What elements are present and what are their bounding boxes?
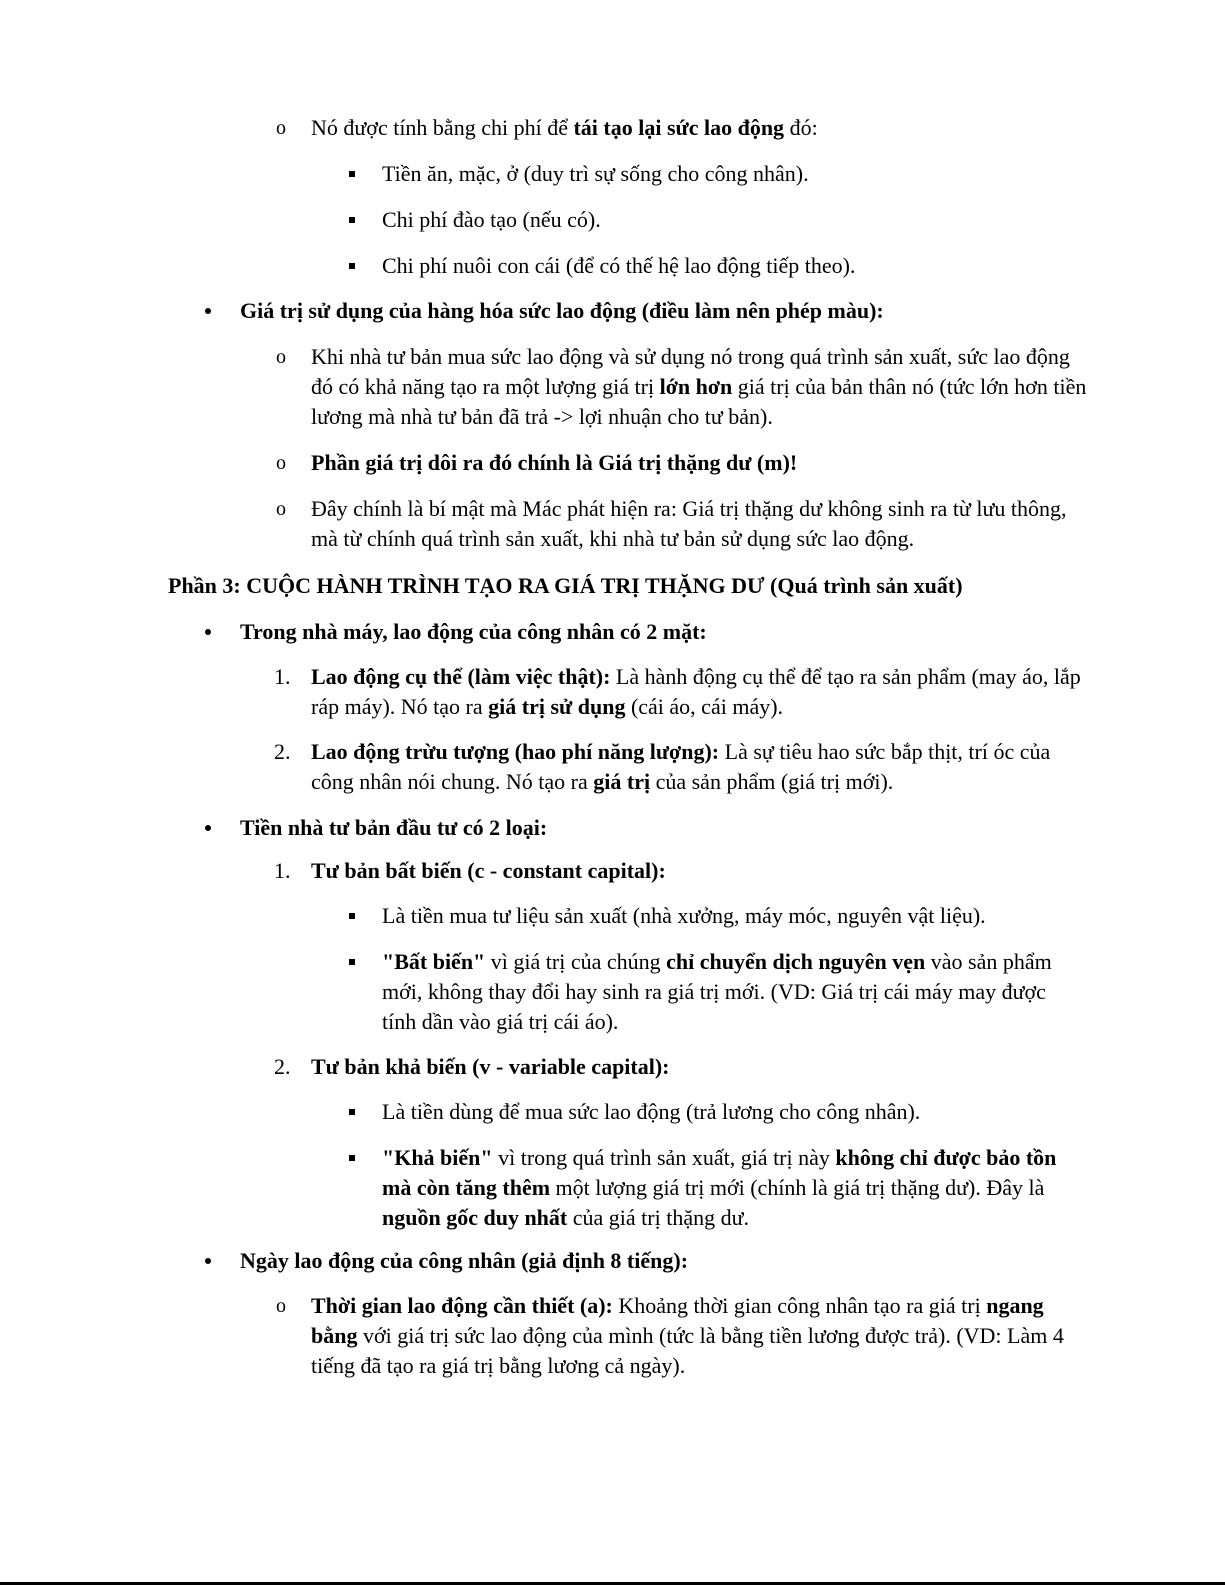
- bold-text: Phần 3: CUỘC HÀNH TRÌNH TẠO RA GIÁ TRỊ THẶNG DƯ (Quá trình sản xuất): [168, 573, 963, 598]
- text-run: Là tiền mua tư liệu sản xuất (nhà xưởng, máy móc, nguyên vật liệu).: [382, 903, 986, 928]
- item-text: [168, 571, 1068, 601]
- square-bullet-marker: [347, 251, 357, 281]
- text-run: Chi phí nuôi con cái (để có thế hệ lao động tiếp theo).: [382, 253, 856, 278]
- bold-text: chỉ chuyển dịch nguyên vẹn: [666, 949, 926, 974]
- bold-text: Thời gian lao động cần thiết (a):: [311, 1293, 613, 1318]
- square-bullet-marker: [347, 947, 357, 977]
- item-text: [240, 813, 1090, 843]
- bold-text: Tiền nhà tư bản đầu tư có 2 loại:: [240, 815, 548, 840]
- circle-bullet-marker: o: [276, 346, 286, 368]
- text-run: Là hành động cụ thể để tạo ra sản phẩm (may áo, lắp ráp máy). Nó tạo ra: [311, 664, 1081, 719]
- text-run: Là tiền dùng để mua sức lao động (trả lương cho công nhân).: [382, 1099, 921, 1124]
- item-text: [382, 901, 1082, 931]
- item-text: [240, 1246, 1090, 1276]
- bold-text: Lao động cụ thể (làm việc thật):: [311, 664, 611, 689]
- circle-bullet-marker: o: [276, 452, 286, 474]
- circle-bullet-marker: o: [276, 498, 286, 520]
- text-run: vì giá trị của chúng: [485, 949, 667, 974]
- text-run: Tiền ăn, mặc, ở (duy trì sự sống cho công nhân).: [382, 161, 809, 186]
- bullet-marker: [203, 813, 213, 843]
- bold-text: nguồn gốc duy nhất: [382, 1205, 568, 1230]
- text-run: Khi nhà tư bản mua sức lao động và sử dụng nó trong quá trình sản xuất, sức lao động đó có khả năng tạo ra một lượng giá trị: [311, 344, 1070, 399]
- list-number: 2.: [274, 739, 291, 764]
- text-run: Đây chính là bí mật mà Mác phát hiện ra: Giá trị thặng dư không sinh ra từ lưu thông, mà từ chính quá trình sản xuất, khi nhà tư bản sử dụng sức lao động.: [311, 496, 1067, 551]
- text-run: với giá trị sức lao động của mình (tức là bằng tiền lương được trả). (VD: Làm 4 tiếng đã tạo ra giá trị bằng lương cả ngày).: [311, 1323, 1064, 1378]
- item-text: [382, 159, 1092, 189]
- item-text: [382, 947, 1082, 1037]
- square-bullet-marker: [347, 1143, 357, 1173]
- item-text: [382, 1097, 1082, 1127]
- list-number: 2.: [274, 1054, 291, 1079]
- text-run: Nó được tính bằng chi phí để: [311, 115, 574, 140]
- text-run: một lượng giá trị mới (chính là giá trị thặng dư). Đây là: [550, 1175, 1045, 1200]
- circle-bullet-marker: o: [276, 117, 286, 139]
- text-run: Chi phí đào tạo (nếu có).: [382, 207, 601, 232]
- item-text: [311, 1291, 1091, 1381]
- bold-text: giá trị: [593, 769, 651, 794]
- bold-text: Giá trị sử dụng của hàng hóa sức lao động (điều làm nên phép màu):: [240, 298, 884, 323]
- bold-text: Tư bản khả biến (v - variable capital):: [311, 1054, 670, 1079]
- bold-text: "Khả biến": [382, 1145, 493, 1170]
- item-text: [311, 342, 1091, 432]
- square-bullet-marker: [347, 901, 357, 931]
- bullet-marker: [203, 617, 213, 647]
- item-text: [382, 251, 1092, 281]
- text-run: của giá trị thặng dư.: [567, 1205, 750, 1230]
- text-run: Là sự tiêu hao sức bắp thịt, trí óc của công nhân nói chung. Nó tạo ra: [311, 739, 1051, 794]
- item-text: [382, 205, 1092, 235]
- square-bullet-marker: [347, 1097, 357, 1127]
- bold-text: lớn hơn: [659, 374, 733, 399]
- list-number: 1.: [274, 664, 291, 689]
- item-text: [240, 296, 1090, 326]
- bullet-marker: [203, 296, 213, 326]
- item-text: [311, 494, 1091, 554]
- item-text: [311, 737, 1091, 797]
- text-run: Khoảng thời gian công nhân tạo ra giá trị: [612, 1293, 987, 1318]
- item-text: [382, 1143, 1082, 1233]
- bold-text: giá trị sử dụng: [488, 694, 626, 719]
- bold-text: tái tạo lại sức lao động: [573, 115, 785, 140]
- bold-text: Tư bản bất biến (c - constant capital):: [311, 858, 666, 883]
- bold-text: không chỉ được bảo tồn mà còn tăng thêm: [382, 1145, 1057, 1200]
- text-run: giá trị của bản thân nó (tức lớn hơn tiền lương mà nhà tư bản đã trả -> lợi nhuận cho tư bản).: [311, 374, 1087, 429]
- item-text: [240, 617, 1090, 647]
- bold-text: "Bất biến": [382, 949, 486, 974]
- circle-bullet-marker: o: [276, 1295, 286, 1317]
- text-run: của sản phẩm (giá trị mới).: [650, 769, 894, 794]
- bold-text: Phần giá trị dôi ra đó chính là Giá trị thặng dư (m)!: [311, 450, 798, 475]
- list-number: 1.: [274, 858, 291, 883]
- item-text: [311, 856, 1091, 886]
- text-run: đó:: [784, 115, 818, 140]
- bold-text: Ngày lao động của công nhân (giả định 8 tiếng):: [240, 1248, 689, 1273]
- text-run: vào sản phẩm mới, không thay đổi hay sinh ra giá trị mới. (VD: Giá trị cái máy may được tính dần vào giá trị cái áo).: [382, 949, 1052, 1034]
- text-run: (cái áo, cái máy).: [625, 694, 784, 719]
- item-text: [311, 1052, 1091, 1082]
- bold-text: Trong nhà máy, lao động của công nhân có 2 mặt:: [240, 619, 707, 644]
- square-bullet-marker: [347, 159, 357, 189]
- bold-text: ngang bằng: [311, 1293, 1044, 1348]
- item-text: [311, 448, 1091, 478]
- text-run: vì trong quá trình sản xuất, giá trị này: [492, 1145, 836, 1170]
- bullet-marker: [203, 1246, 213, 1276]
- bold-text: Lao động trừu tượng (hao phí năng lượng):: [311, 739, 720, 764]
- item-text: [311, 662, 1091, 722]
- item-text: [311, 113, 1091, 143]
- square-bullet-marker: [347, 205, 357, 235]
